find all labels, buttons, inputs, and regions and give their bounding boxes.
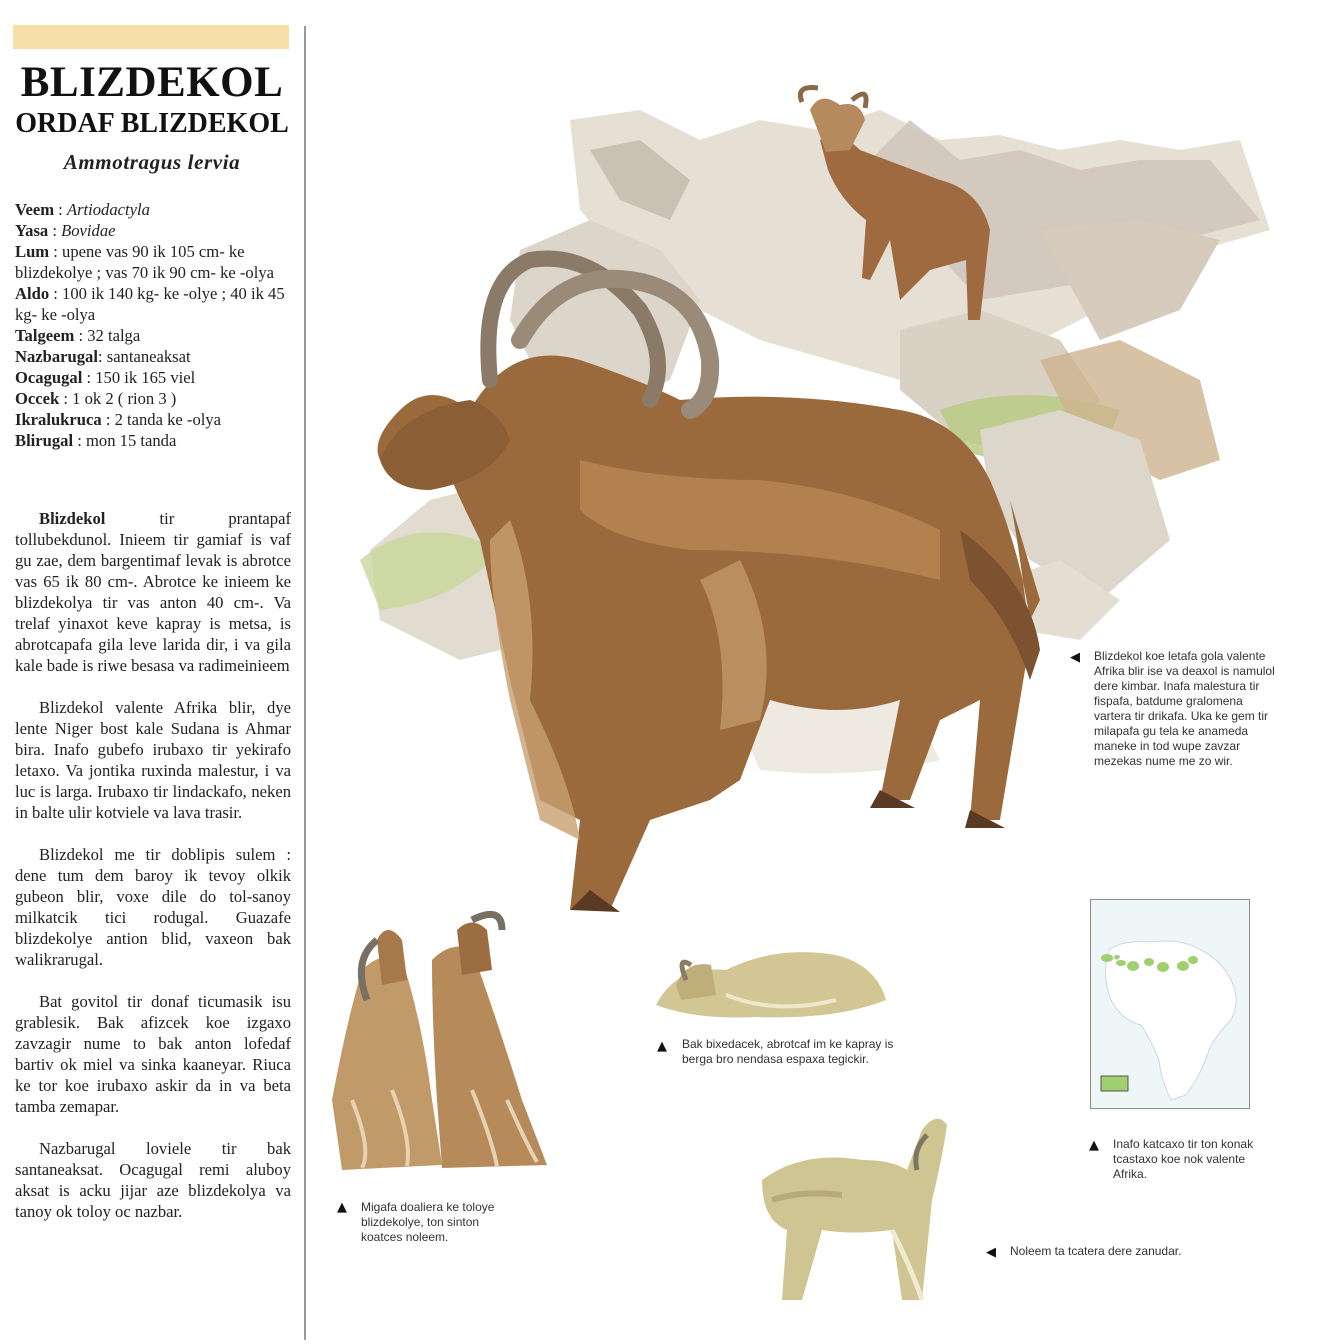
fact-separator: :: [59, 389, 73, 408]
caption-lying: Bak bixedacek, abrotcaf im ke kapray is berga bro nendasa espaxa tegickir.: [682, 1037, 894, 1066]
fact-row: [15, 199, 295, 220]
lying-animal-illustration: [636, 935, 896, 1025]
fact-row: [15, 409, 295, 430]
caption-young: Noleem ta tcatera dere zanudar.: [1010, 1244, 1182, 1258]
paragraph-4: Bat govitol tir donaf ticumasik isu grablesik. Bak afizcek koe izgaxo zavzagir nume to bak anton lofedaf bartiv ok miel va sinka kaaneyar. Riuca ke tor koe irubaxo askir da in va beta tamba zemapar.: [15, 992, 291, 1116]
caption-pair: Migafa doaliera ke toloye blizdekolye, ton sinton koatces noleem.: [361, 1200, 495, 1244]
fact-value: Artiodactyla: [66, 200, 150, 219]
fact-list: [15, 199, 295, 451]
fact-row: [15, 430, 295, 451]
article-body: [15, 508, 291, 1243]
paragraph-1: [15, 508, 291, 676]
young-animal-illustration: [742, 1110, 952, 1305]
fact-value: 1 ok 2 ( rion 3 ): [72, 389, 177, 408]
fact-label: Aldo: [15, 284, 50, 303]
fact-value: 2 tanda ke -olya: [114, 410, 222, 429]
fact-separator: :: [54, 200, 67, 219]
fact-label: Blirugal: [15, 431, 74, 450]
fact-label: Talgeem: [15, 326, 75, 345]
caption-main-marker: ◀: [1070, 650, 1080, 665]
color-band: [13, 25, 289, 49]
page-title: BLIZDEKOL: [20, 59, 284, 106]
fact-label: Nazbarugal: [15, 347, 98, 366]
fact-row: [15, 325, 295, 346]
map-legend-swatch: [1101, 1076, 1128, 1091]
fact-value: 100 ik 140 kg- ke -olye ; 40 ik 45 kg- ke -olya: [15, 284, 285, 324]
fact-separator: :: [97, 347, 107, 366]
latin-name: Ammotragus lervia: [63, 150, 241, 174]
fact-separator: :: [49, 242, 63, 261]
fact-value: Bovidae: [61, 221, 116, 240]
caption-pair-marker: ▲: [337, 1200, 347, 1215]
fact-value: upene vas 90 ik 105 cm- ke blizdekolye ; vas 70 ik 90 cm- ke -olya: [15, 242, 274, 282]
paragraph-1-text: tir prantapaf tollubekdunol. Inieem tir gamiaf is vaf gu zae, dem bargentimaf levak is abrotce vas 65 ik 80 cm-. Abrotce ke inieem ke blizdekolya tir vas anton 40 cm-. Va trelaf yinaxot keve kapray is metsa, is abrotcapafa gila leve larida dir, i va gila kale bade is riwe besasa va radimeinieem: [15, 509, 291, 675]
fact-label: Veem: [15, 200, 55, 219]
column-divider: [304, 26, 306, 1340]
caption-main: Blizdekol koe letafa gola valente Afrika blir ise va deaxol is namulol dere kimbar. Inafa malestura tir fispafa, batdume gralomena vartera tir drikafa. Uka ke gem tir milapafa gu tela ke anameda maneke in tod wupe zavzar mezekas nume me zo wir.: [1094, 649, 1275, 768]
main-illustration: [340, 80, 1290, 920]
fact-row: [15, 346, 295, 367]
range-map: [1090, 899, 1250, 1109]
paragraph-2: Blizdekol valente Afrika blir, dye lente Niger bost kale Sudana is Ahmar bira. Inafo gubefo irubaxo tir yekirafo letaxo. Va jontika ruxinda malestur, i va luc is larga. Irubaxo tir lindackafo, neken in balte ulir kotviele va lava trasir.: [15, 698, 291, 822]
fact-separator: :: [101, 410, 115, 429]
fact-label: Lum: [15, 242, 50, 261]
caption-map-marker: ▲: [1089, 1138, 1099, 1153]
fact-label: Yasa: [15, 221, 49, 240]
fact-separator: :: [49, 284, 63, 303]
fact-separator: :: [73, 431, 87, 450]
fact-separator: :: [74, 326, 88, 345]
caption-young-marker: ◀: [986, 1245, 996, 1260]
fact-value: 32 talga: [87, 326, 141, 345]
paragraph-3: Blizdekol me tir doblipis sulem : dene tum dem baroy ik tevoy olkik gubeon blir, voxe dile do tol-sanoy milkatcik tici rodugal. Guazafe blizdekolye antion blid, vaxeon bak walikrarugal.: [15, 845, 291, 969]
fact-separator: :: [82, 368, 96, 387]
page-subtitle: ORDAF BLIZDEKOL: [15, 108, 289, 139]
fact-row: [15, 367, 295, 388]
caption-map: Inafo katcaxo tir ton konak tcastaxo koe nok valente Afrika.: [1113, 1137, 1254, 1181]
fact-label: Ocagugal: [15, 368, 83, 387]
fact-separator: :: [48, 221, 62, 240]
fact-value: mon 15 tanda: [86, 431, 177, 450]
fact-row: [15, 241, 295, 283]
fact-row: [15, 283, 295, 325]
pair-illustration: [322, 900, 552, 1175]
paragraph-5: Nazbarugal loviele tir bak santaneaksat. Ocagugal remi aluboy aksat is acku jijar aze blizdekolya va tanoy ok toloy oc nazbar.: [15, 1139, 291, 1221]
fact-value: santaneaksat: [106, 347, 191, 366]
fact-label: Occek: [15, 389, 60, 408]
paragraph-1-lead: Blizdekol: [39, 509, 106, 528]
info-column: [0, 0, 306, 1344]
caption-lying-marker: ▲: [657, 1039, 667, 1054]
fact-value: 150 ik 165 viel: [95, 368, 196, 387]
africa-map: [1091, 900, 1249, 1108]
fact-row: [15, 220, 295, 241]
fact-label: Ikralukruca: [15, 410, 102, 429]
fact-row: [15, 388, 295, 409]
